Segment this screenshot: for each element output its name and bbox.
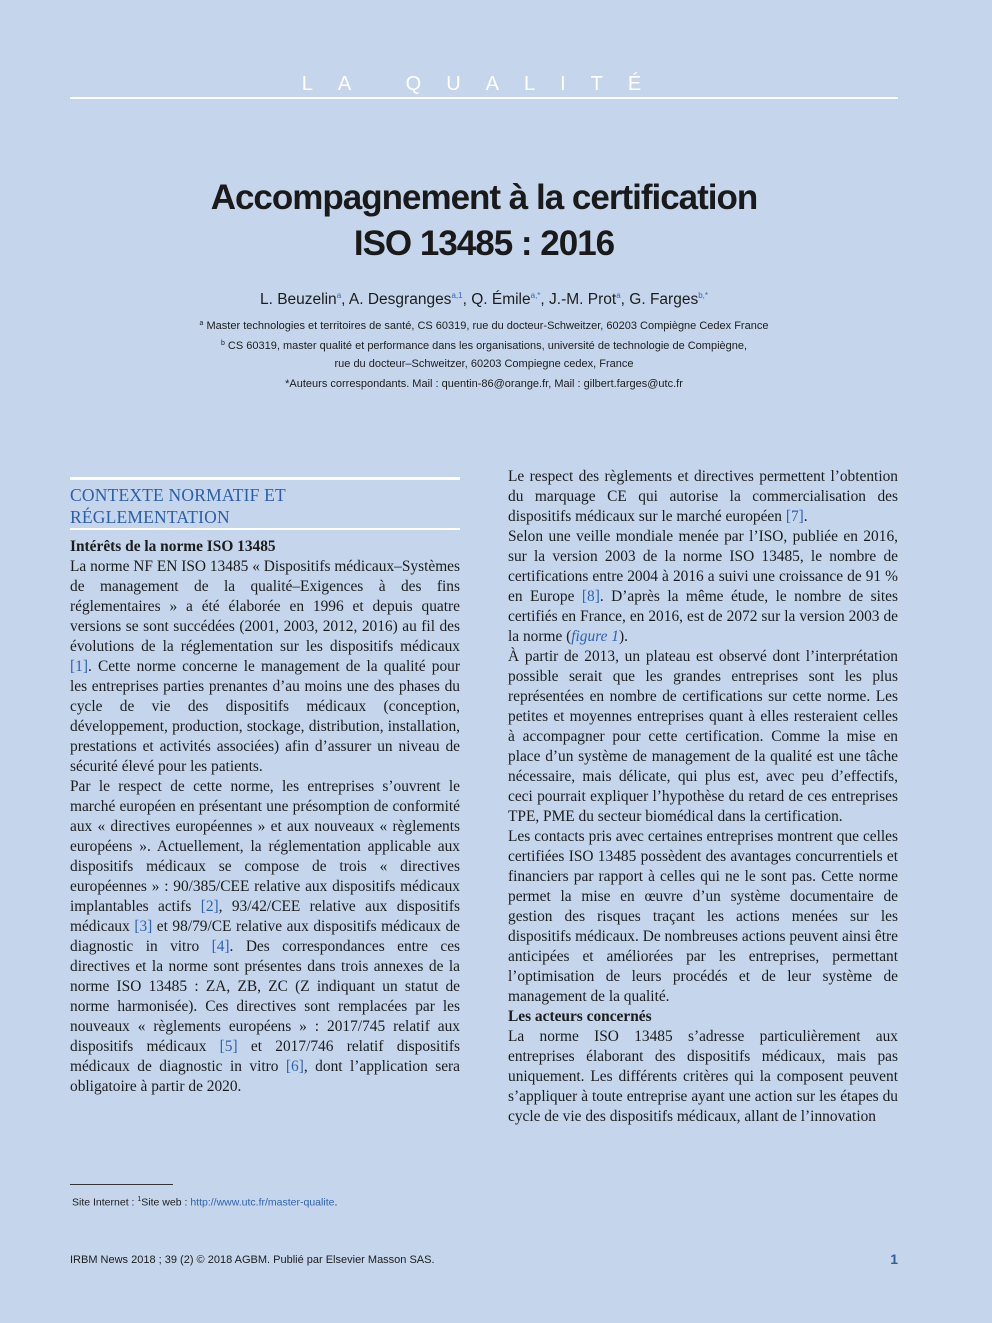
affil-mark: a — [199, 320, 204, 327]
author-name: J.-M. Prot — [549, 291, 617, 308]
paragraph: Le respect des règlements et directives permettent l’obtention du marquage CE qui autorise la commercialisation des dispositifs médicaux sur le marché européen [7]. — [508, 468, 898, 525]
author-name: A. Desgranges — [348, 291, 452, 308]
title-line-1: Accompagnement à la certification — [210, 178, 758, 217]
journal-footer: IRBM News 2018 ; 39 (2) © 2018 AGBM. Publié par Elsevier Masson SAS. — [70, 1254, 435, 1266]
citation-link[interactable]: [3] — [134, 918, 153, 935]
author-affil-mark: a,* — [530, 291, 541, 300]
citation-link[interactable]: [5] — [219, 1038, 238, 1055]
author-name: L. Beuzelin — [259, 291, 337, 308]
author-affil-mark: a — [616, 291, 621, 300]
subheading: Les acteurs concernés — [508, 1008, 652, 1025]
citation-link[interactable]: [1] — [70, 658, 88, 675]
paragraph: À partir de 2013, un plateau est observé dont l’interprétation possible serait que les grandes entreprises sont les plus représentées en nombre de certifications sur cette norme. Les petites et moyennes entreprises quant à elles resteraient celles à accompagner pour cette certification. Comme la mise en place d’un système de management de la qualité est une tâche nécessaire, mais délicate, qui plus est, avec peu d’effectifs, ceci pourrait expliquer l’hypothèse du retard de ces entreprises TPE, PME du secteur biomédical dans la certification. — [508, 648, 898, 825]
citation-link[interactable]: [2] — [200, 898, 219, 915]
right-column — [508, 467, 898, 1127]
section-heading-line: RÉGLEMENTATION — [70, 507, 230, 527]
author-name: G. Farges — [629, 291, 699, 308]
affiliation-b — [70, 337, 898, 353]
footnote: Site Internet : $^1$Site web : http://www.utc.fr/master-qualite. — [72, 1196, 338, 1209]
paragraph: Selon une veille mondiale menée par l’ISO, publiée en 2016, sur la version 2003 de la norme ISO 13485, le nombre de certifications entre 2004 à 2016 a suivi une croissance de 91 % en Europe [8]. D’après la même étude, le nombre de sites certifiés en France, en 2016, est de 2072 sur la version 2003 de la norme (figure 1). — [508, 528, 898, 645]
affil-text: Master technologies et territoires de santé, CS 60319, rue du docteur-Schweitzer, 60203 Compiègne Cedex France — [206, 320, 769, 332]
section-heading-line: CONTEXTE NORMATIF ET — [70, 485, 286, 505]
citation-link[interactable]: [7] — [785, 508, 804, 525]
paragraph: Les contacts pris avec certaines entreprises montrent que celles certifiées ISO 13485 possèdent des avantages concurrentiels et financiers par rapport à celles qui ne le sont pas. Cette norme permet la mise en œuvre d’un système documentaire de gestion des risques traçant les actions menées sur les dispositifs médicaux. De nombreuses actions peuvent ainsi être anticipées et améliorées par les entreprises, permettant l’optimisation de leurs procédés et de leur système de management de la qualité. — [508, 828, 898, 1005]
affiliation-a — [70, 317, 898, 333]
affil-mark: b — [220, 340, 225, 347]
section-heading — [70, 484, 460, 528]
author-affil-mark: a,1 — [451, 291, 463, 300]
corresponding-authors: *Auteurs correspondants. Mail : quentin-86@orange.fr, Mail : gilbert.farges@utc.fr — [285, 378, 683, 390]
author-affil-mark: a — [336, 291, 342, 300]
banner-rule — [70, 97, 898, 99]
paragraph: La norme NF EN ISO 13485 « Dispositifs médicaux–Systèmes de management de la qualité–Exigences à des fins réglementaires » a été élaborée en 1996 et depuis quatre versions se sont succédées (2001, 2003, 2012, 2016) au fil des évolutions de la réglementation sur les dispositifs médicaux [1]. Cette norme concerne le management de la qualité pour les entreprises parties prenantes d’au moins une des phases du cycle de vie des dispositifs médicaux (conception, développement, production, stockage, distribution, installation, prestations et activités associées) afin d’assurer un niveau de sécurité élevé pour les patients. — [70, 558, 460, 775]
citation-link[interactable]: [8] — [581, 588, 600, 605]
section-rule-bottom — [70, 528, 460, 530]
article-title — [70, 175, 898, 267]
footnote-rule — [70, 1184, 173, 1185]
website-link[interactable]: http://www.utc.fr/master-qualite — [190, 1196, 335, 1209]
paragraph: Par le respect de cette norme, les entreprises s’ouvrent le marché européen en présentant une présomption de conformité aux « directives européennes » et aux nouveaux « règlements européens ». Actuellement, la réglementation applicable aux dispositifs médicaux se compose de trois « directives européennes » : 90/385/CEE relative aux dispositifs médicaux implantables actifs [2], 93/42/CEE relative aux dispositifs médicaux [3] et 98/79/CE relative aux dispositifs médicaux de diagnostic in vitro [4]. Des correspondances entre ces directives et la norme sont présentes dans trois annexes de la norme ISO 13485 : ZA, ZB, ZC (Z indiquant un statut de norme harmonisée). Ces directives sont remplacées par les nouveaux « règlements européens » : 2017/745 relatif aux dispositifs médicaux [5] et 2017/746 relatif dispositifs médicaux de diagnostic in vitro [6], dont l’application sera obligatoire à partir de 2020. — [70, 778, 461, 1095]
affil-text: CS 60319, master qualité et performance dans les organisations, université de technologie de Compiègne, — [227, 340, 748, 352]
author-name: Q. Émile — [471, 291, 531, 308]
author-list: L. Beuzelin$^a$, A. Desgranges$^{a,1}$, Q. Émile$^{a,*}$, J.-M. Prot$^a$, G. Farges$^{b,*}$ — [259, 291, 709, 308]
left-column — [70, 537, 460, 1097]
affiliation-b-cont: rue du docteur–Schweitzer, 60203 Compiegne cedex, France — [334, 358, 634, 370]
section-banner: LA QUALITÉ — [301, 73, 667, 95]
figure-link[interactable]: figure 1 — [571, 628, 619, 645]
section-rule-top — [70, 477, 460, 480]
citation-link[interactable]: [4] — [211, 938, 230, 955]
subheading: Intérêts de la norme ISO 13485 — [70, 538, 276, 555]
paragraph: La norme ISO 13485 s’adresse particulièrement aux entreprises élaborant des dispositifs médicaux, mais pas uniquement. Les différents critères qui la composent peuvent s’appliquer à toute entreprise ayant une action sur les étapes du cycle de vie des dispositifs médicaux, allant de l’innovation — [508, 1028, 898, 1125]
page-number: 1 — [890, 1251, 898, 1267]
author-affil-mark: b,* — [698, 291, 709, 300]
title-line-2: ISO 13485 : 2016 — [353, 224, 615, 263]
citation-link[interactable]: [6] — [285, 1058, 304, 1075]
